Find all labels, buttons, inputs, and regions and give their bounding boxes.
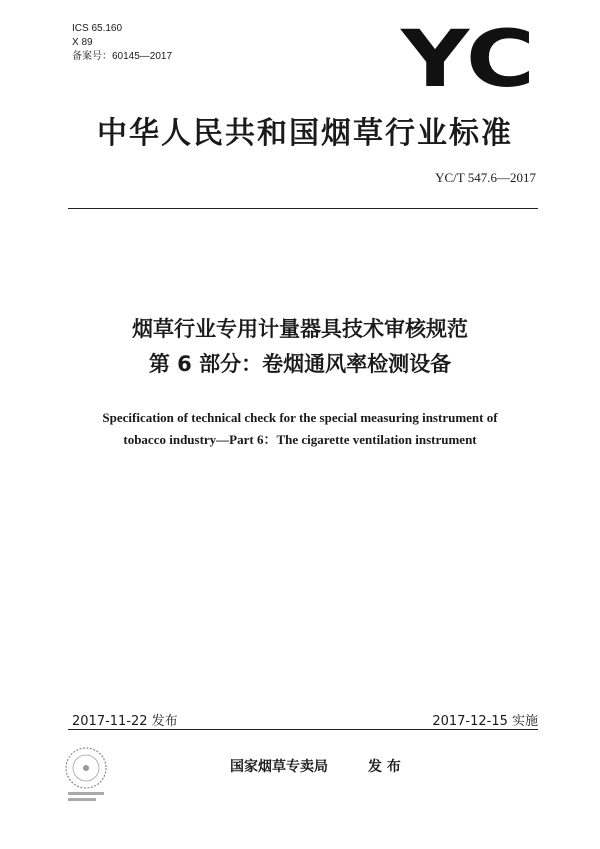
yc-logo bbox=[398, 24, 538, 94]
english-title-line-2: tobacco industry—Part 6：The cigarette ventilation instrument bbox=[123, 432, 477, 447]
english-title-line-1: Specification of technical check for the special measuring instrument of bbox=[102, 410, 498, 425]
yc-logo-text: YC bbox=[399, 24, 535, 94]
record-number: 备案号：60145—2017 bbox=[72, 51, 173, 62]
circular-stamp-icon bbox=[56, 744, 116, 806]
bottom-divider bbox=[68, 729, 538, 730]
standard-title: 中华人民共和国烟草行业标准 bbox=[97, 116, 513, 151]
ics-code: ICS 65.160 bbox=[72, 23, 123, 34]
issue-date: 2017-11-22 发布 bbox=[72, 714, 178, 729]
top-divider bbox=[68, 208, 538, 209]
category-code: X 89 bbox=[72, 37, 93, 48]
classification-codes bbox=[72, 22, 172, 64]
chinese-title-line-2: 第 6 部分：卷烟通风率检测设备 bbox=[148, 352, 452, 376]
chinese-title bbox=[40, 312, 560, 382]
issuing-authority: 国家烟草专卖局 bbox=[230, 759, 328, 775]
implementation-date: 2017-12-15 实施 bbox=[432, 714, 538, 729]
standard-number: YC/T 547.6—2017 bbox=[435, 170, 536, 185]
english-title bbox=[40, 407, 560, 451]
publish-label: 发 布 bbox=[368, 759, 401, 775]
chinese-title-line-1: 烟草行业专用计量器具技术审核规范 bbox=[132, 317, 468, 341]
